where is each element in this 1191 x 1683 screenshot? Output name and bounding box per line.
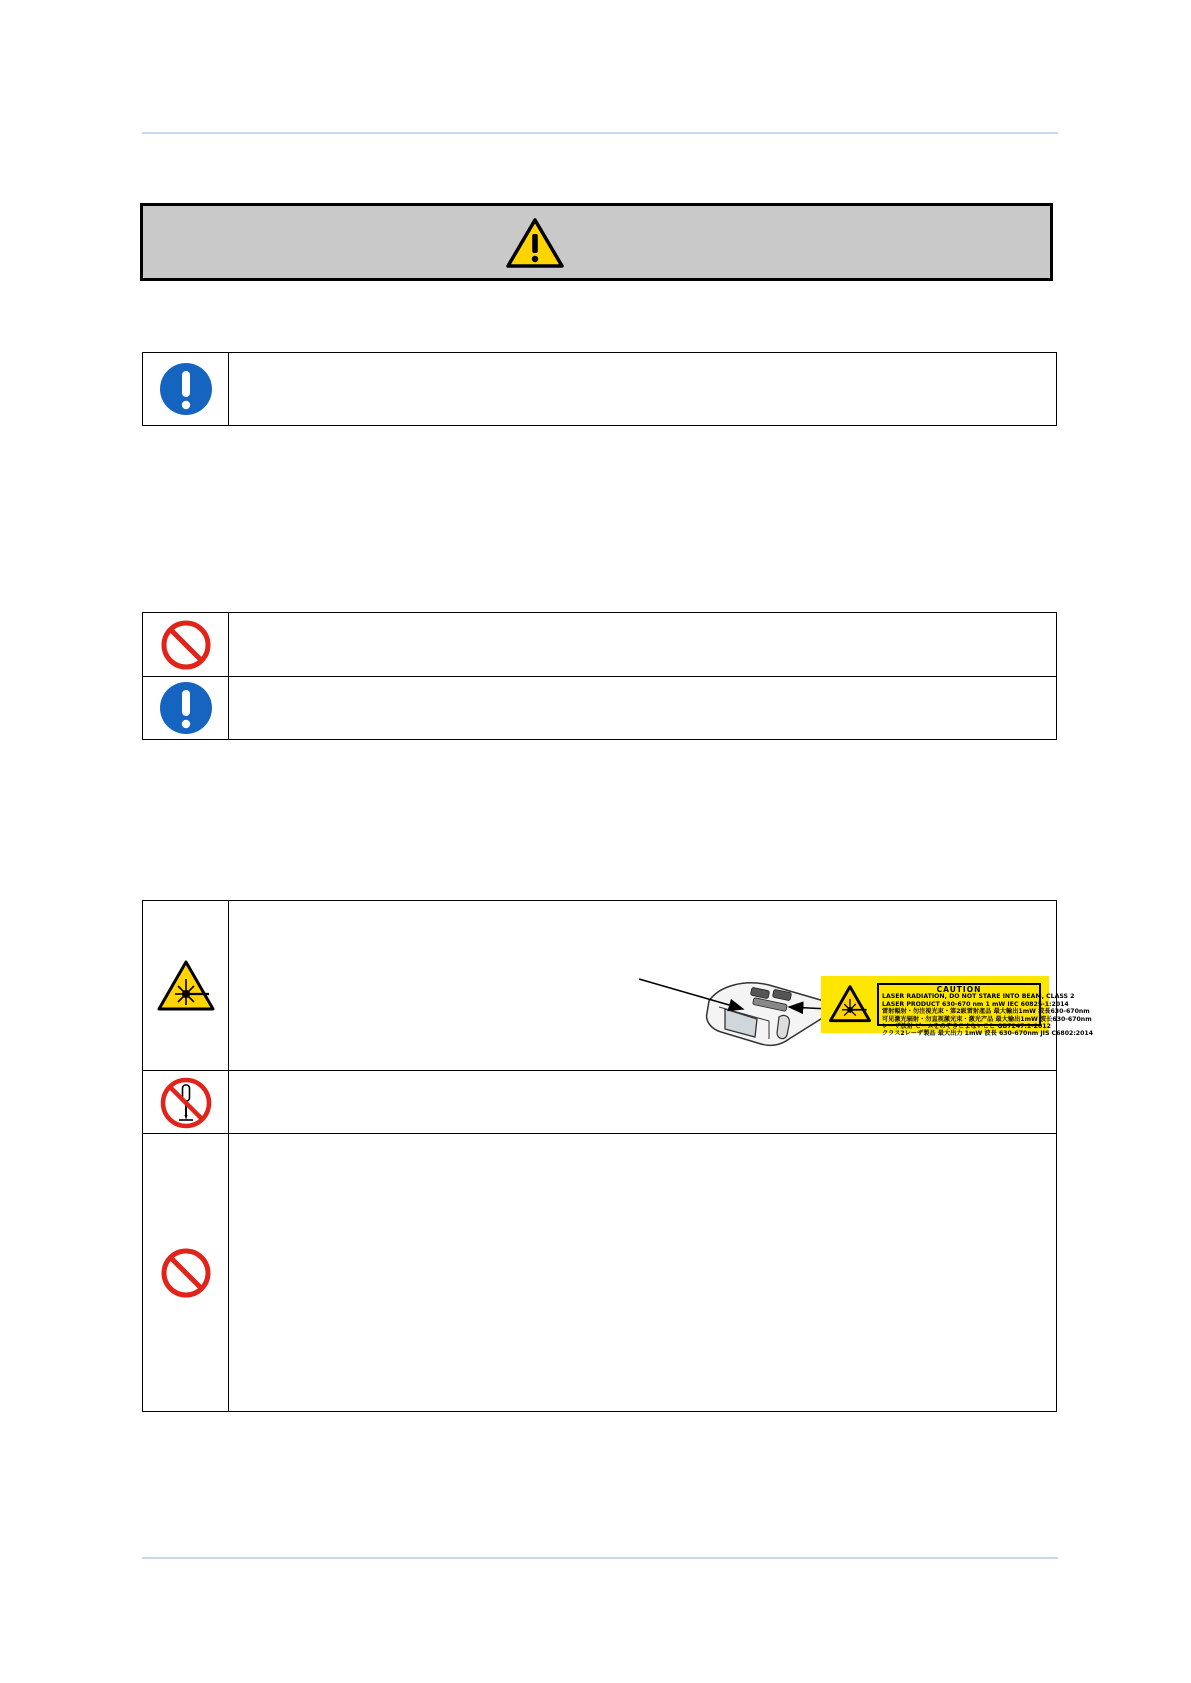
icon-cell [143,1071,229,1134]
notice-text [229,353,1056,425]
laser-label-line: LASER RADIATION, DO NOT STARE INTO BEAM, CLASS 2 [882,993,1075,1001]
laser-label-text [877,983,1094,1038]
no-disassembly-icon [159,1076,213,1130]
notice-row [143,1133,1056,1411]
laser-text-cell [229,901,1094,1071]
icon-cell [143,353,229,425]
notice-table-1 [142,352,1057,426]
footer-rule [142,1557,1058,1559]
notice-text [229,677,1056,739]
notice-text [229,1134,1056,1411]
device-illustration [539,961,839,1061]
laser-row [143,901,1094,1071]
warning-banner [140,203,1053,281]
laser-label-line: 可见激光辐射・勿直视激光束・激光产品 最大输出1mW 波长630-670nm [882,1015,1092,1023]
mandatory-action-icon [159,681,213,735]
warning-triangle-icon [505,217,565,269]
laser-label-line: 雷射輻射・勿注視光束・第2級雷射產品 最大輸出1mW 波長630-670nm [882,1008,1090,1016]
laser-caution-label [821,976,1094,1038]
laser-label-line: LASER PRODUCT 630-670 nm 1 mW IEC 60825-1:2014 [882,1000,1069,1008]
notice-row [143,353,1056,425]
mandatory-action-icon [159,362,213,416]
icon-cell [143,613,229,677]
notice-table-3 [142,900,1094,1412]
notice-table-2 [142,612,1057,740]
icon-cell [143,677,229,739]
notice-row [143,1070,1056,1134]
header-rule [142,132,1058,134]
notice-row [143,676,1056,739]
notice-text [229,1071,1056,1134]
icon-cell [143,901,229,1071]
laser-warning-icon [829,985,871,1023]
icon-cell [143,1134,229,1411]
prohibition-icon [160,1247,212,1299]
notice-row [143,613,1056,677]
laser-warning-icon [157,960,215,1012]
laser-label-line: レーザ放射 ビームをのぞきこまないこと GB7247.1-2012 [882,1023,1051,1031]
prohibition-icon [160,619,212,671]
laser-label-line: クラス2レーザ製品 最大出力 1mW 波長 630-670nm JIS C6802:2014 [882,1030,1094,1038]
laser-label-caption: CAUTION [936,985,982,994]
notice-text [229,613,1056,677]
